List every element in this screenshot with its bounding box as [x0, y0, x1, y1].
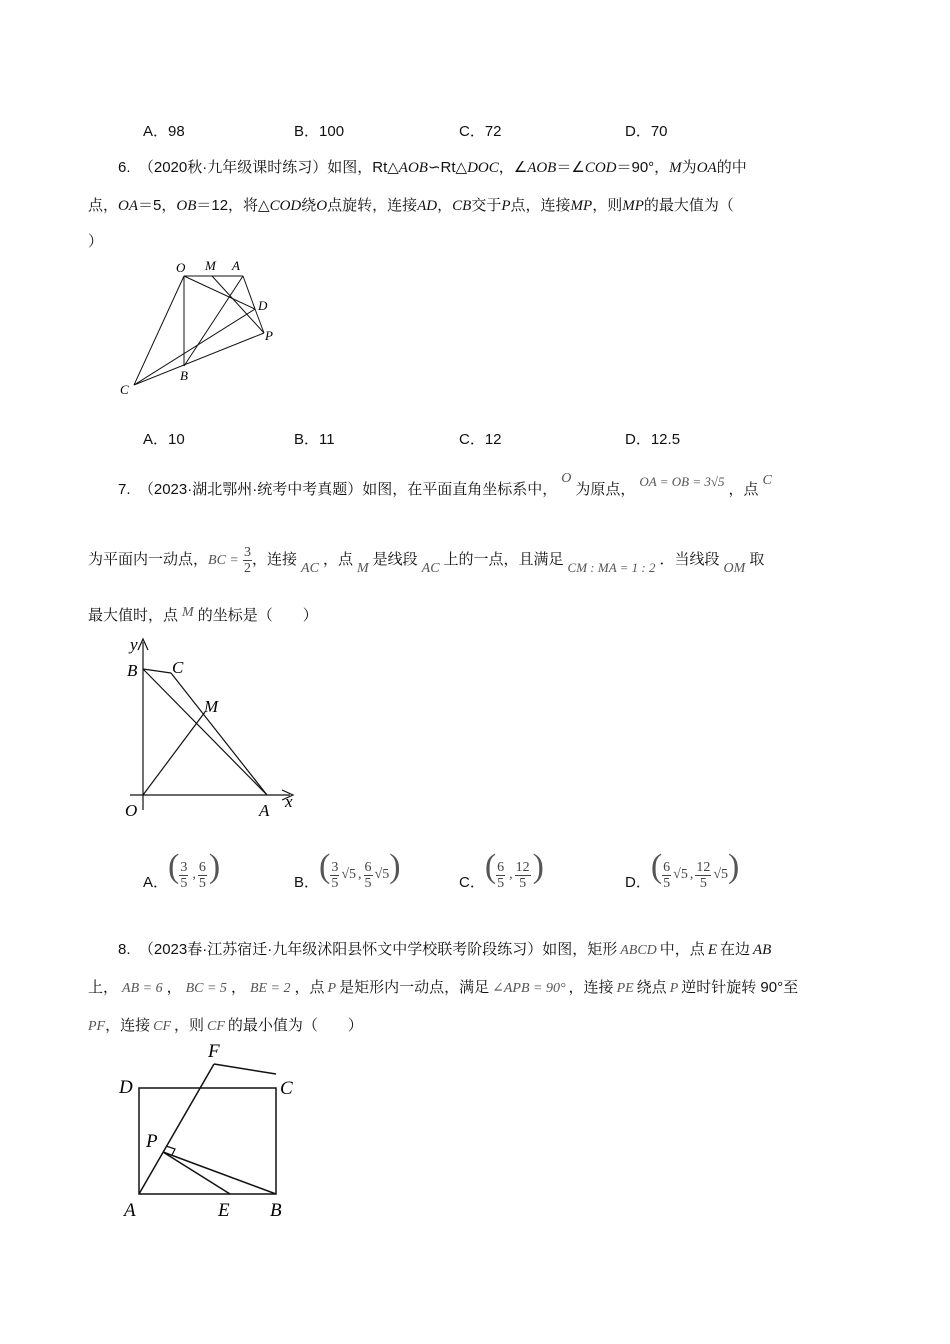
q6-label-p: P [265, 328, 273, 343]
q7-option-c[interactable]: C．( $\frac{6}{5}$ , $\frac{12}{5}$ ) [459, 848, 544, 891]
q6-segment-cp [134, 333, 264, 385]
q7-bc-fraction: $\frac{3}{2}$ [244, 544, 252, 576]
q7-option-d[interactable]: D．( $\frac{6}{5}$ √5 , $\frac{12}{5}$ √5 ) [625, 848, 740, 891]
q7-line-1: 7. （2023·湖北鄂州·统考中考真题）如图，在平面直角坐标系中，O为原点， OA = OB = 3√5 ，点C [118, 471, 772, 498]
q8-line-3: PF，连接 CF ，则 CF 的最小值为（ ） [88, 1017, 363, 1034]
q6-line-1: 6. （2020秋·九年级课时练习）如图，Rt△AOB∽Rt△DOC，∠AOB＝∠COD＝90°，M为OA的中 [118, 159, 747, 176]
q7-option-b[interactable]: B．( $\frac{3}{5}$ √5 , $\frac{6}{5}$ √5 ) [294, 848, 401, 891]
q6-segment-oc [134, 276, 184, 385]
q8-source: （2023春·江苏宿迁·九年级沭阳县怀文中学校联考阶段练习）如图，矩形 [138, 941, 618, 958]
q7-segment-bc [143, 669, 171, 673]
q8-figure [110, 1040, 320, 1225]
q8-number: 8. [118, 941, 131, 958]
q7-label-c: C [172, 658, 184, 677]
q6-source: （2020秋·九年级课时练习）如图， [138, 159, 373, 176]
q6-number: 6. [118, 159, 131, 176]
q6-line-3: ） [88, 233, 104, 250]
q8-label-f: F [208, 1041, 220, 1062]
q7-number: 7. [118, 481, 131, 498]
q7-figure [110, 630, 310, 820]
q6-label-m: M [205, 258, 216, 273]
q6-label-d: D [258, 298, 268, 313]
q7-segment-ca [171, 673, 267, 795]
q7-label-o: O [125, 801, 138, 820]
q7-line-3: 最大值时，点 M 的坐标是（ ） [88, 605, 318, 624]
q7-option-a[interactable]: A．( $\frac{3}{5}$ , $\frac{6}{5}$ ) [143, 848, 221, 891]
q7-line-2: 为平面内一动点，BC = $\frac{3}{2}$ ，连接AC，点M是线段AC上的一点，且满足 CM : MA = 1 : 2 ．当线段OM取 [88, 544, 765, 576]
q8-rectangle-abcd [139, 1088, 276, 1194]
q8-segment-fc [214, 1064, 276, 1074]
q7-segment-ba [143, 669, 267, 795]
q8-label-p: P [146, 1131, 158, 1152]
q6-label-a: A [232, 258, 240, 273]
q6-label-b: B [180, 368, 188, 383]
q8-line-1: 8. （2023春·江苏宿迁·九年级沭阳县怀文中学校联考阶段练习）如图，矩形 ABCD 中，点 E 在边 AB [118, 941, 772, 958]
q7-label-x: x [285, 792, 293, 811]
q6-segment-dc [134, 309, 255, 385]
q6-figure [110, 255, 290, 400]
q8-label-d: D [119, 1077, 133, 1098]
q6-option-b[interactable]: B．11 [294, 431, 335, 448]
q5-option-a[interactable]: A．98 [143, 123, 185, 140]
q8-line-2: 上， AB = 6 ， BC = 5 ， BE = 2 ，点 P 是矩形内一动点，满足 ∠APB = 90° ，连接 PE 绕点 P 逆时针旋转 90°至 [88, 979, 799, 996]
q7-label-y: y [130, 635, 138, 654]
q7-label-b: B [127, 661, 138, 680]
q6-label-c: C [120, 382, 129, 397]
q6-option-c[interactable]: C．12 [459, 431, 502, 448]
q8-label-c: C [280, 1078, 293, 1099]
q7-label-m: M [204, 697, 219, 716]
q8-segment-af [139, 1064, 214, 1194]
q8-label-e: E [218, 1200, 230, 1221]
q8-label-a: A [124, 1200, 136, 1221]
q7-segment-om [143, 712, 205, 795]
q6-line-2: 点，OA＝5，OB＝12，将△COD绕O点旋转，连接AD，CB交于P点，连接MP，则MP的最大值为（ [88, 197, 734, 214]
q6-option-d[interactable]: D．12.5 [625, 431, 681, 448]
q6-option-a[interactable]: A．10 [143, 431, 185, 448]
q7-source: （2023·湖北鄂州·统考中考真题）如图，在平面直角坐标系中， [138, 481, 558, 498]
q5-option-b[interactable]: B．100 [294, 123, 345, 140]
q7-label-a: A [259, 801, 270, 820]
q6-segment-mp [212, 276, 264, 333]
q6-label-o: O [176, 260, 186, 275]
q5-option-d[interactable]: D．70 [625, 123, 668, 140]
q5-option-c[interactable]: C．72 [459, 123, 502, 140]
q8-label-b: B [270, 1200, 282, 1221]
